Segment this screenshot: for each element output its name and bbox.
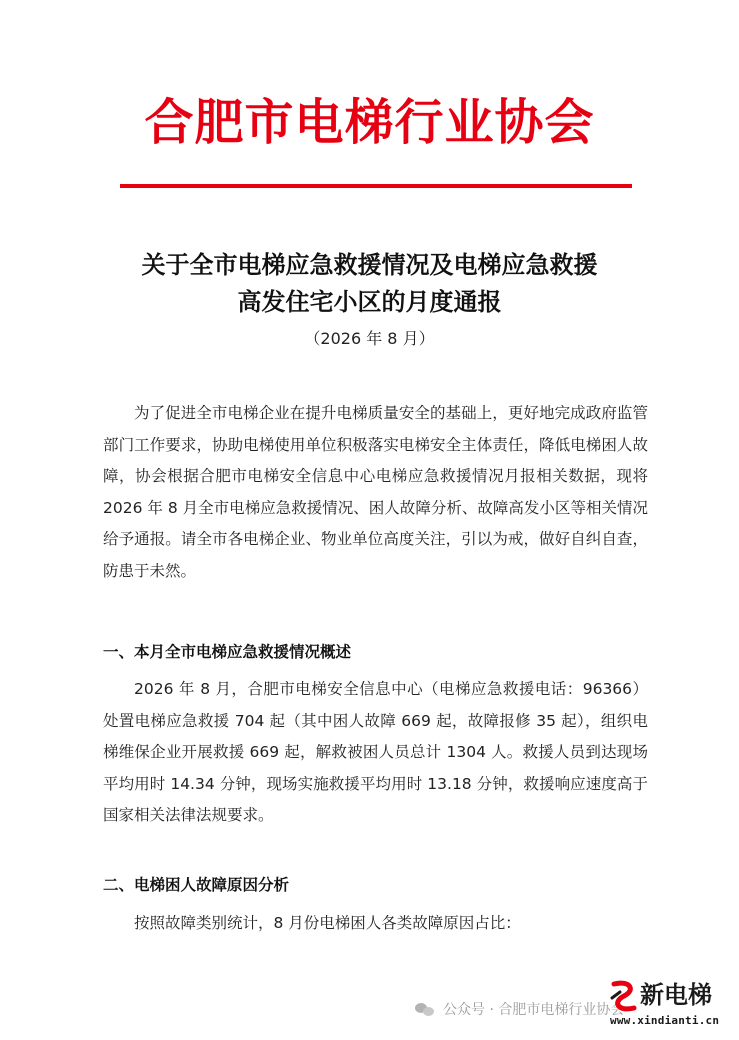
xindianti-logo bbox=[606, 976, 734, 1032]
wechat-icon bbox=[415, 1001, 435, 1017]
organization-title: 合肥市电梯行业协会 bbox=[144, 93, 595, 151]
intro-paragraph: 为了促进全市电梯企业在提升电梯质量安全的基础上，更好地完成政府监管部门工作要求，协助电梯使用单位积极落实电梯安全主体责任，降低电梯困人故障，协会根据合肥市电梯安全信息中心电梯应急救援情况月报相关数据，现将 2026 年 8 月全市电梯应急救援情况、困人故障分析、故障高发小区等相关情况给予通报。请全市各电梯企业、物业单位高度关注，引以为戒，做好自纠自查，防患于未然。 bbox=[103, 404, 648, 580]
watermark-text: 公众号 · 合肥市电梯行业协会 bbox=[443, 1002, 625, 1018]
document-title-line-1: 关于全市电梯应急救援情况及电梯应急救援 bbox=[141, 250, 598, 279]
wechat-watermark bbox=[415, 996, 624, 1022]
document-date: （2026 年 8 月） bbox=[304, 329, 435, 348]
logo-name: 新电梯 bbox=[640, 981, 712, 1009]
section-2-paragraph: 按照故障类别统计，8 月份电梯困人各类故障原因占比： bbox=[134, 914, 521, 932]
logo-url: www.xindianti.cn bbox=[610, 1014, 720, 1027]
document-title-line-2: 高发住宅小区的月度通报 bbox=[237, 287, 502, 316]
section-1-paragraph: 2026 年 8 月，合肥市电梯安全信息中心（电梯应急救援电话：96366）处置电梯应急救援 704 起（其中困人故障 669 起，故障报修 35 起），组织电梯维保企业开展救援 669 起，解救被困人员总计 1304 人。救援人员到达现场平均用时 14.34 分钟，现场实施救援平均用时 13.18 分钟，救援响应速度高于国家相关法律法规要求。 bbox=[103, 680, 648, 824]
header-red-rule bbox=[120, 184, 632, 188]
section-1-heading: 一、本月全市电梯应急救援情况概述 bbox=[103, 643, 352, 661]
section-2-heading: 二、电梯困人故障原因分析 bbox=[103, 876, 290, 894]
elevator-logo-icon bbox=[608, 980, 638, 1012]
